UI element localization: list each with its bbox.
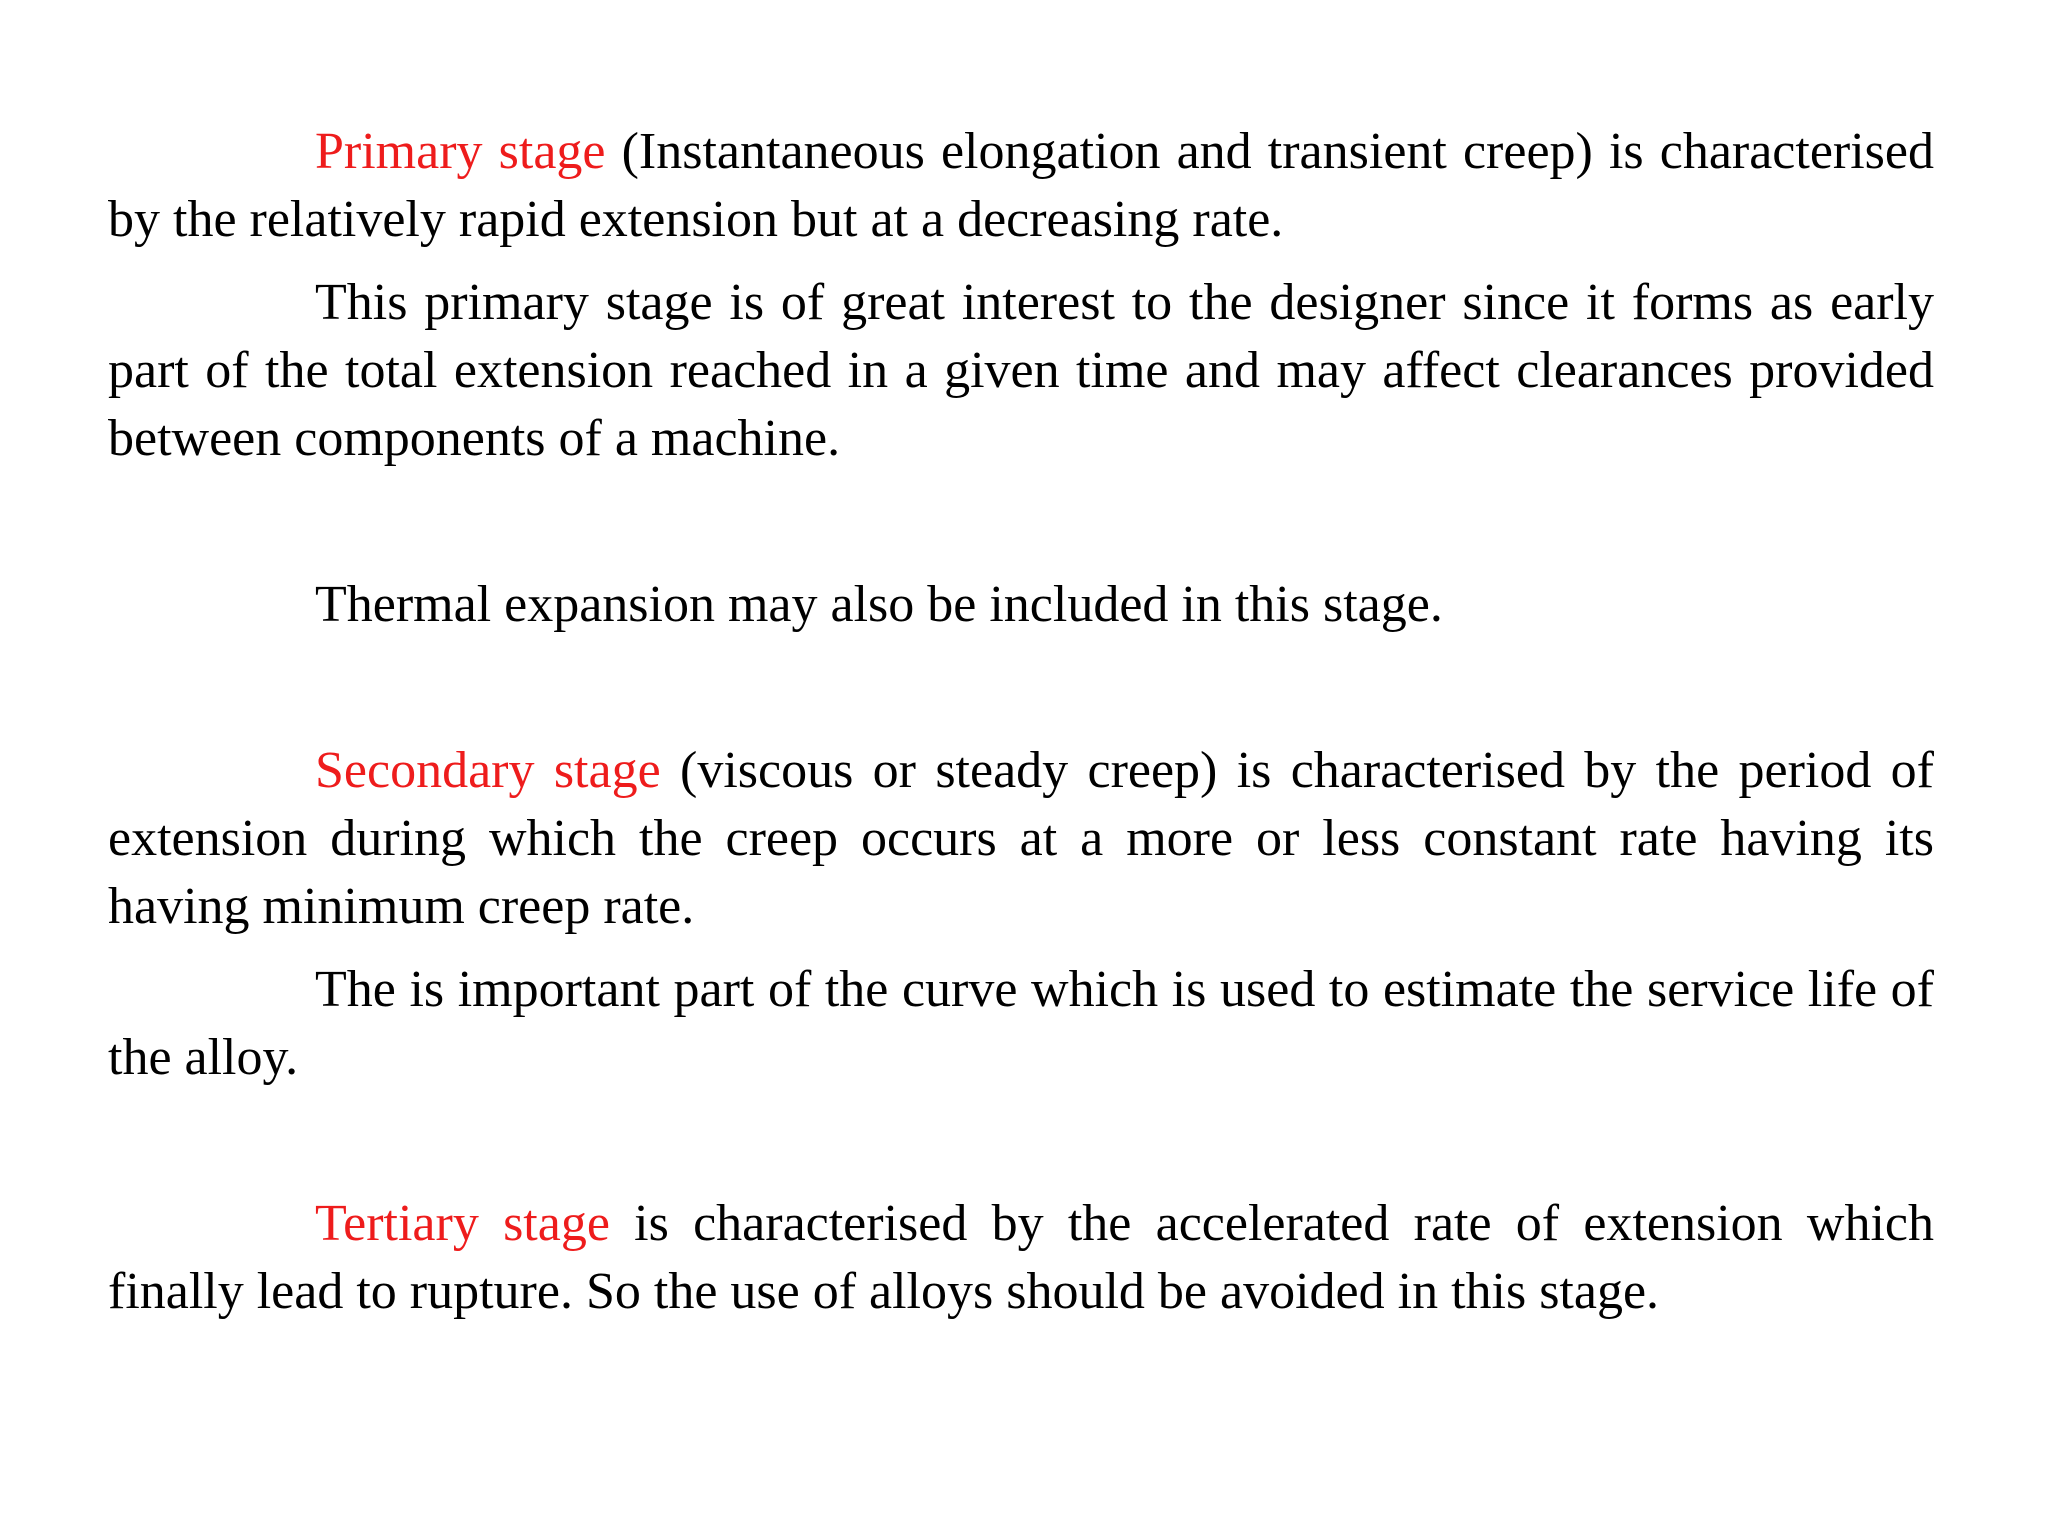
primary-stage-interest-paragraph: This primary stage is of great interest to the designer since it forms as early part of the total extension reached in a given time and may affect clearances provided between components of a machine. <box>108 274 1934 467</box>
primary-stage-heading: Primary stage <box>315 123 606 180</box>
primary-stage-text: (Instantaneous elongation and transient creep) is characterised by the relatively rapid extension but at a decreasing rate. <box>108 123 1934 248</box>
secondary-stage-text: (viscous or steady creep) is characterised by the period of extension during which the creep occurs at a more or less constant rate having its having minimum creep rate. <box>108 742 1935 935</box>
tertiary-stage-paragraph <box>108 1190 1934 1326</box>
secondary-stage-heading: Secondary stage <box>315 742 661 799</box>
tertiary-stage-heading: Tertiary stage <box>315 1195 610 1252</box>
secondary-stage-importance-paragraph: The is important part of the curve which is used to estimate the service life of the alloy. <box>108 961 1934 1086</box>
tertiary-stage-text: is characterised by the accelerated rate of extension which finally lead to rupture. So the use of alloys should be avoided in this stage. <box>108 1195 1934 1320</box>
thermal-expansion-paragraph: Thermal expansion may also be included in this stage. <box>315 576 1443 633</box>
primary-stage-paragraph <box>108 118 1934 254</box>
secondary-stage-paragraph <box>108 737 1934 941</box>
